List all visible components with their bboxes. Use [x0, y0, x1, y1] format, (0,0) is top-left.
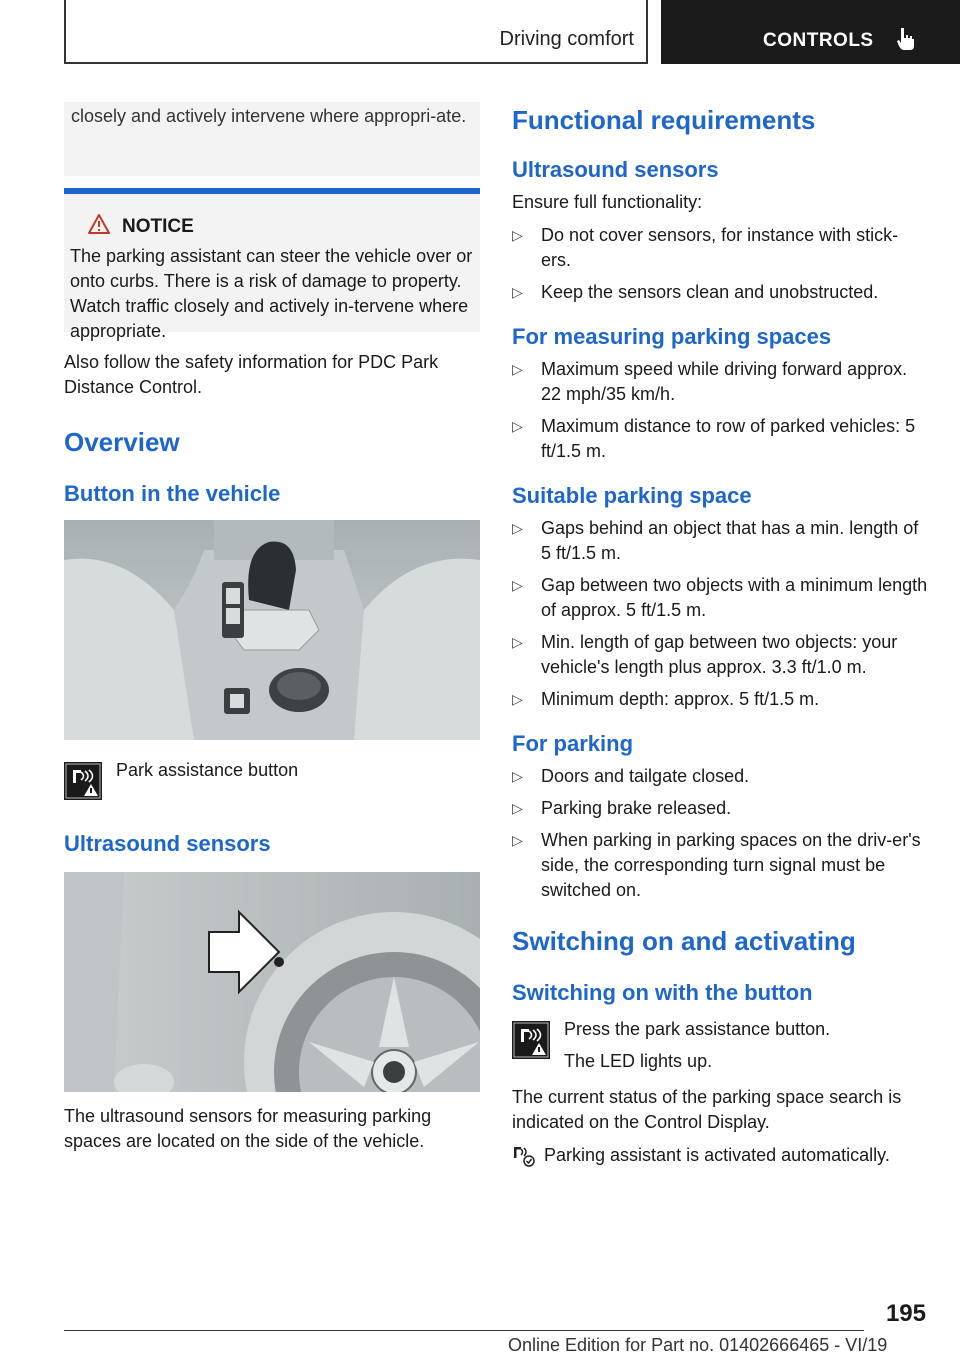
list-item: ▷ Gaps behind an object that has a min. length of 5 ft/1.5 m. — [512, 518, 919, 563]
measuring-requirements-list — [512, 357, 928, 464]
parking-assistant-active-icon — [512, 1145, 536, 1172]
bullet-triangle-icon: ▷ — [512, 768, 523, 784]
wheel-sensor-image — [64, 872, 480, 1092]
overview-heading: Overview — [64, 427, 180, 457]
list-item: ▷ Keep the sensors clean and unobstructed. — [512, 280, 928, 305]
center-console-image — [64, 520, 480, 740]
list-item: ▷ Parking brake released. — [512, 796, 928, 821]
press-button-row — [512, 1017, 928, 1077]
auto-activation-row — [512, 1143, 928, 1171]
bullet-triangle-icon: ▷ — [512, 361, 523, 377]
list-item: ▷ Doors and tailgate closed. — [512, 764, 928, 789]
park-assistance-caption-row — [64, 758, 480, 808]
bullet-triangle-icon: ▷ — [512, 284, 523, 300]
notice-body: The parking assistant can steer the vehicle over or onto curbs. There is a risk of damage to property. Watch traffic closely and actively in-tervene where appropriate. — [70, 246, 473, 341]
safety-text: Also follow the safety information for PDC Park Distance Control. — [64, 352, 439, 397]
notice-header — [88, 214, 474, 240]
notice-title: NOTICE — [122, 216, 194, 237]
list-item: ▷ Do not cover sensors, for instance with stick-ers. — [512, 225, 899, 270]
switching-with-button-heading: Switching on with the button — [512, 980, 813, 1005]
right-column — [512, 102, 928, 1171]
bullet-triangle-icon: ▷ — [512, 634, 523, 650]
header-section-title: Driving comfort — [499, 28, 634, 50]
suitable-space-heading: Suitable parking space — [512, 483, 752, 508]
list-item: ▷ Maximum distance to row of parked vehicles: 5 ft/1.5 m. — [512, 416, 916, 461]
park-assistance-button-icon — [64, 762, 102, 800]
list-item: ▷ Min. length of gap between two objects: your vehicle's length plus approx. 3.3 ft/1.0 m. — [512, 632, 898, 677]
park-assistance-button-icon — [512, 1021, 550, 1059]
footer-divider — [64, 1330, 864, 1331]
bullet-triangle-icon: ▷ — [512, 691, 523, 707]
continued-text: closely and actively intervene where appropri-ate. — [71, 106, 467, 126]
auto-activation-text: Parking assistant is activated automatically. — [544, 1145, 890, 1165]
list-item: ▷ Gap between two objects with a minimum length of approx. 5 ft/1.5 m. — [512, 575, 928, 620]
continued-warning-box — [64, 102, 480, 176]
page-number: 195 — [885, 1300, 926, 1327]
list-item: ▷ Minimum depth: approx. 5 ft/1.5 m. — [512, 687, 928, 712]
bullet-triangle-icon: ▷ — [512, 418, 523, 434]
ultrasound-sensors-heading-right: Ultrasound sensors — [512, 157, 719, 182]
header-chapter-tab — [661, 0, 960, 64]
ultrasound-location-text: The ultrasound sensors for measuring parking spaces are located on the side of the vehicle. — [64, 1106, 432, 1151]
ultrasound-sensors-heading-left: Ultrasound sensors — [64, 831, 271, 856]
bullet-triangle-icon: ▷ — [512, 800, 523, 816]
press-button-text: Press the park assistance button. — [564, 1019, 831, 1039]
bullet-triangle-icon: ▷ — [512, 520, 523, 536]
header-section-box — [64, 0, 648, 64]
park-assistance-caption: Park assistance button — [116, 760, 299, 780]
status-text: The current status of the parking space search is indicated on the Control Display. — [512, 1087, 902, 1132]
ensure-functionality-text: Ensure full functionality: — [512, 192, 703, 212]
for-parking-heading: For parking — [512, 731, 634, 756]
footer-edition-text: Online Edition for Part no. 01402666465 - VI/19 — [508, 1335, 888, 1355]
left-column — [64, 102, 480, 1154]
header-chapter-title: CONTROLS — [763, 30, 874, 51]
ultrasound-requirements-list — [512, 223, 928, 305]
warning-triangle-icon — [88, 214, 110, 240]
led-text: The LED lights up. — [564, 1051, 713, 1071]
pointing-hand-icon — [895, 26, 917, 57]
switching-on-heading: Switching on and activating — [512, 926, 856, 956]
bullet-triangle-icon: ▷ — [512, 227, 523, 243]
measuring-spaces-heading: For measuring parking spaces — [512, 324, 832, 349]
notice-box — [64, 188, 480, 341]
bullet-triangle-icon: ▷ — [512, 577, 523, 593]
suitable-space-list — [512, 516, 928, 712]
parking-requirements-list — [512, 764, 928, 903]
list-item: ▷ When parking in parking spaces on the driv-er's side, the corresponding turn signal must be switched on. — [512, 830, 921, 900]
bullet-triangle-icon: ▷ — [512, 832, 523, 848]
list-item: ▷ Maximum speed while driving forward approx. 22 mph/35 km/h. — [512, 359, 908, 404]
button-in-vehicle-heading: Button in the vehicle — [64, 481, 281, 506]
functional-requirements-heading: Functional requirements — [512, 105, 816, 135]
